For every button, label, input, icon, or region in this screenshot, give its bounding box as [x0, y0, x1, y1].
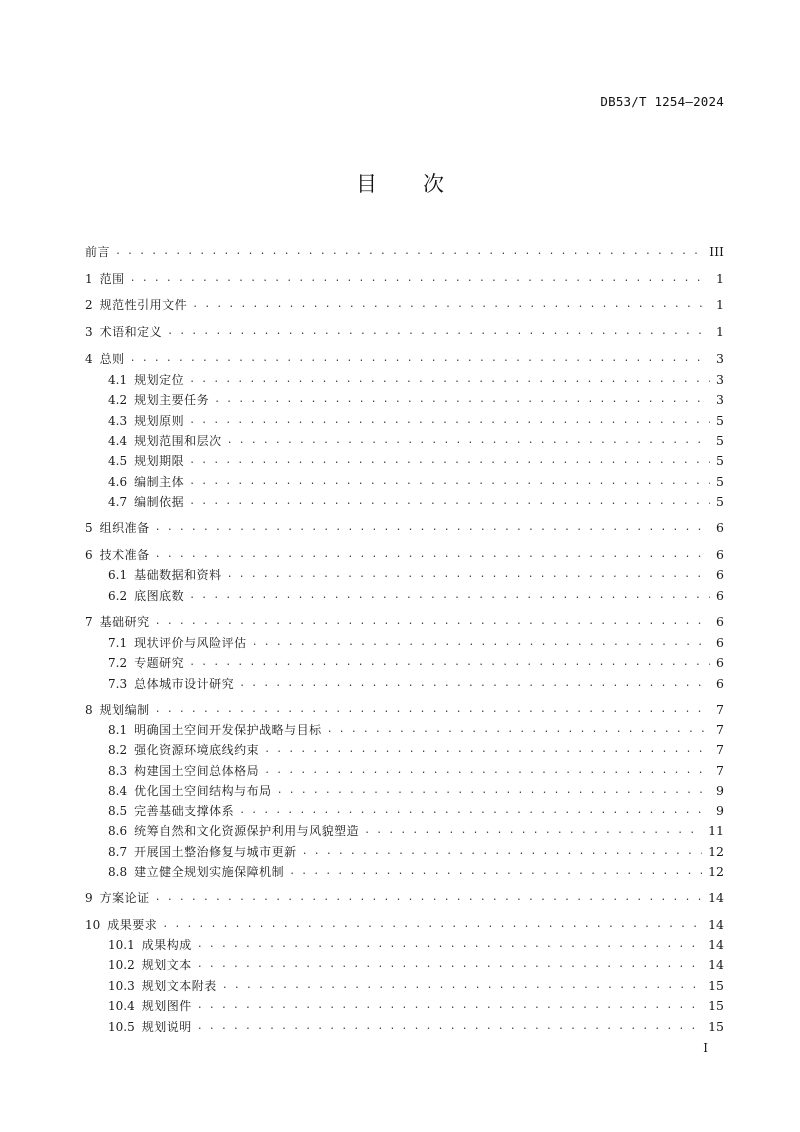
toc-entry-label: 规范性引用文件 [99, 298, 188, 312]
toc-entry-page: 6 [716, 588, 724, 603]
toc-entry-label: 术语和定义 [99, 325, 163, 339]
toc-entry-number: 1 [85, 272, 93, 286]
toc-entry[interactable] [85, 701, 724, 719]
toc-entry-label: 规划主要任务 [134, 393, 210, 407]
dot-leader [252, 634, 710, 652]
toc-entry-label: 规划文本附表 [141, 979, 217, 993]
toc-entry-number: 10.3 [108, 979, 135, 993]
toc-entry-page: 7 [716, 722, 724, 737]
toc-entry[interactable] [85, 546, 724, 564]
toc-entry-label: 成果要求 [107, 918, 158, 932]
toc-entry-page: 15 [708, 1019, 724, 1034]
dot-leader [227, 566, 710, 584]
toc-entry-page: 14 [708, 957, 724, 972]
toc-entry-page: 15 [708, 998, 724, 1013]
toc-entry-label: 规划原则 [134, 414, 185, 428]
toc-entry-page: 3 [716, 372, 724, 387]
dot-leader [289, 863, 702, 881]
toc-entry-number: 10.2 [108, 958, 135, 972]
toc-entry-page: III [709, 244, 724, 259]
toc-entry[interactable] [108, 936, 724, 954]
dot-leader [364, 822, 702, 840]
toc-entry-number: 9 [85, 891, 93, 905]
toc-entry-number: 4.2 [108, 393, 128, 407]
toc-entry[interactable] [108, 452, 724, 470]
toc-entry-label: 开展国土整治修复与城市更新 [134, 845, 297, 859]
toc-entry-number: 5 [85, 521, 93, 535]
toc-entry-page: 5 [716, 494, 724, 509]
toc-entry-number: 8.2 [108, 743, 128, 757]
toc-entry-label: 总体城市设计研究 [134, 677, 235, 691]
toc-entry-page: 6 [716, 567, 724, 582]
toc-entry-label: 现状评价与风险评估 [134, 636, 247, 650]
toc-entry-number: 8.7 [108, 845, 128, 859]
toc-entry[interactable] [108, 741, 724, 759]
dot-leader [197, 997, 702, 1015]
toc-entry-page: 6 [716, 676, 724, 691]
toc-entry[interactable] [108, 997, 724, 1015]
toc-entry-label: 方案论证 [99, 891, 150, 905]
toc-entry-label: 总则 [99, 352, 125, 366]
toc-entry-label: 技术准备 [99, 548, 150, 562]
toc-entry-page: 5 [716, 453, 724, 468]
toc-entry-number: 8.1 [108, 723, 128, 737]
title-char-1: 目 [356, 172, 377, 196]
toc-entry-page: 6 [716, 547, 724, 562]
toc-entry-number: 10.5 [108, 1020, 135, 1034]
toc-entry-page: 7 [716, 763, 724, 778]
dot-leader [214, 391, 710, 409]
toc-entry-page: 6 [716, 520, 724, 535]
toc-entry-number: 8.5 [108, 804, 128, 818]
toc-entry-label: 范围 [99, 272, 125, 286]
toc-entry-page: 5 [716, 474, 724, 489]
toc-entry[interactable] [108, 782, 724, 800]
toc-entry-label: 统筹自然和文化资源保护利用与风貌塑造 [134, 824, 360, 838]
toc-entry-number: 4.7 [108, 495, 128, 509]
dot-leader [155, 519, 710, 537]
toc-entry[interactable] [85, 613, 724, 631]
toc-entry[interactable] [85, 519, 724, 537]
toc-entry[interactable] [85, 270, 724, 288]
toc-entry-number: 7 [85, 615, 93, 629]
toc-entry-number: 7.2 [108, 656, 128, 670]
toc-entry-number: 6.2 [108, 589, 128, 603]
toc-entry[interactable] [85, 889, 724, 907]
dot-leader [155, 701, 710, 719]
toc-entry[interactable] [108, 654, 724, 672]
toc-entry[interactable] [108, 493, 724, 511]
toc-entry[interactable] [108, 634, 724, 652]
dot-leader [264, 741, 710, 759]
dot-leader [189, 371, 710, 389]
toc-entry-page: 12 [708, 844, 724, 859]
toc-entry-label: 规划图件 [141, 999, 192, 1013]
toc-entry-label: 编制依据 [134, 495, 185, 509]
toc-entry-page: 1 [716, 324, 724, 339]
toc-entry-label: 基础数据和资料 [134, 568, 222, 582]
toc-entry-number: 10.1 [108, 938, 135, 952]
toc-entry[interactable] [108, 371, 724, 389]
toc-entry-number: 10 [85, 918, 101, 932]
toc-entry[interactable] [108, 412, 724, 430]
toc-entry-label: 完善基础支撑体系 [134, 804, 235, 818]
toc-entry-number: 8 [85, 703, 93, 717]
toc-entry[interactable] [108, 473, 724, 491]
toc-entry[interactable] [85, 296, 724, 314]
toc-entry-number: 8.3 [108, 764, 128, 778]
toc-entry-number: 8.6 [108, 824, 128, 838]
dot-leader [222, 977, 702, 995]
dot-leader [167, 323, 710, 341]
toc-entry-number: 8.4 [108, 784, 128, 798]
toc-entry-page: 14 [708, 890, 724, 905]
toc-entry-page: 1 [716, 271, 724, 286]
toc-entry-number: 8.8 [108, 865, 128, 879]
dot-leader [277, 782, 710, 800]
toc-entry-label: 成果构成 [141, 938, 192, 952]
toc-entry-page: 14 [708, 937, 724, 952]
toc-entry[interactable] [108, 822, 724, 840]
toc-entry-page: 3 [716, 351, 724, 366]
toc-entry[interactable] [108, 566, 724, 584]
dot-leader [130, 350, 710, 368]
toc-entry-label: 基础研究 [99, 615, 150, 629]
toc-entry-page: 1 [716, 297, 724, 312]
toc-entry-label: 规划说明 [141, 1020, 192, 1034]
toc-entry[interactable] [108, 391, 724, 409]
dot-leader [155, 546, 710, 564]
toc-entry-number: 4.3 [108, 414, 128, 428]
toc-entry-label: 规划期限 [134, 454, 185, 468]
dot-leader [189, 452, 710, 470]
dot-leader [189, 473, 710, 491]
dot-leader [189, 412, 710, 430]
toc-entry-label: 专题研究 [134, 656, 185, 670]
title-char-2: 次 [423, 172, 444, 196]
dot-leader [155, 889, 702, 907]
toc-entry-label: 规划文本 [141, 958, 192, 972]
toc-entry-label: 优化国土空间结构与布局 [134, 784, 272, 798]
dot-leader [192, 296, 710, 314]
toc-entry[interactable] [85, 350, 724, 368]
toc-entry[interactable] [108, 675, 724, 693]
toc-entry-label: 编制主体 [134, 475, 185, 489]
toc-entry-page: 9 [716, 803, 724, 818]
toc-entry-page: 5 [716, 433, 724, 448]
toc-entry[interactable] [108, 721, 724, 739]
toc-entry-number: 6.1 [108, 568, 128, 582]
toc-entry-page: 12 [708, 864, 724, 879]
toc-entry-page: 11 [708, 823, 724, 838]
toc-entry[interactable] [108, 432, 724, 450]
toc-entry-page: 7 [716, 742, 724, 757]
toc-entry[interactable] [108, 956, 724, 974]
toc-entry-page: 15 [708, 978, 724, 993]
toc-entry-label: 构建国土空间总体格局 [134, 764, 260, 778]
toc-entry[interactable] [108, 762, 724, 780]
dot-leader [162, 916, 702, 934]
toc-entry[interactable] [85, 916, 724, 934]
toc-entry-label: 建立健全规划实施保障机制 [134, 865, 285, 879]
toc-entry[interactable] [108, 843, 724, 861]
toc-entry[interactable] [108, 863, 724, 881]
toc-entry-label: 规划编制 [99, 703, 150, 717]
dot-leader [115, 243, 703, 261]
toc-entry-number: 4 [85, 352, 93, 366]
toc-entry-label: 规划范围和层次 [134, 434, 222, 448]
toc-entry-page: 6 [716, 614, 724, 629]
toc-entry[interactable] [85, 243, 724, 261]
toc-entry-page: 6 [716, 655, 724, 670]
toc-entry-label: 明确国土空间开发保护战略与目标 [134, 723, 322, 737]
toc-entry-label: 前言 [85, 245, 111, 259]
dot-leader [264, 762, 710, 780]
toc-entry-page: 9 [716, 783, 724, 798]
dot-leader [189, 654, 710, 672]
toc-entry-page: 5 [716, 413, 724, 428]
toc-entry-number: 4.1 [108, 373, 128, 387]
toc-entry-number: 4.6 [108, 475, 128, 489]
dot-leader [189, 493, 710, 511]
toc-entry-page: 3 [716, 392, 724, 407]
dot-leader [227, 432, 710, 450]
toc-entry-page: 6 [716, 635, 724, 650]
toc-entry-number: 4.5 [108, 454, 128, 468]
toc-entry-number: 6 [85, 548, 93, 562]
dot-leader [197, 956, 702, 974]
toc-entry-number: 4.4 [108, 434, 128, 448]
toc-entry[interactable] [108, 587, 724, 605]
toc-entry[interactable] [85, 323, 724, 341]
toc-entry-label: 强化资源环境底线约束 [134, 743, 260, 757]
dot-leader [155, 613, 710, 631]
toc-entry-page: 7 [716, 702, 724, 717]
dot-leader [302, 843, 702, 861]
toc-entry[interactable] [108, 802, 724, 820]
toc-entry[interactable] [108, 977, 724, 995]
dot-leader [197, 1018, 702, 1036]
toc-entry-number: 3 [85, 325, 93, 339]
toc-entry-number: 10.4 [108, 999, 135, 1013]
toc-entry-number: 7.1 [108, 636, 128, 650]
dot-leader [189, 587, 710, 605]
dot-leader [197, 936, 702, 954]
toc-entry-number: 7.3 [108, 677, 128, 691]
toc-entry-label: 组织准备 [99, 521, 150, 535]
toc-entry-label: 规划定位 [134, 373, 185, 387]
document-code: DB53/T 1254—2024 [600, 94, 724, 109]
toc-entry-number: 2 [85, 298, 93, 312]
toc-entry-page: 14 [708, 917, 724, 932]
dot-leader [130, 270, 710, 288]
page-number: I [703, 1041, 708, 1055]
dot-leader [239, 802, 710, 820]
dot-leader [239, 675, 710, 693]
toc-entry-label: 底图底数 [134, 589, 185, 603]
toc-entry[interactable] [108, 1018, 724, 1036]
dot-leader [327, 721, 710, 739]
